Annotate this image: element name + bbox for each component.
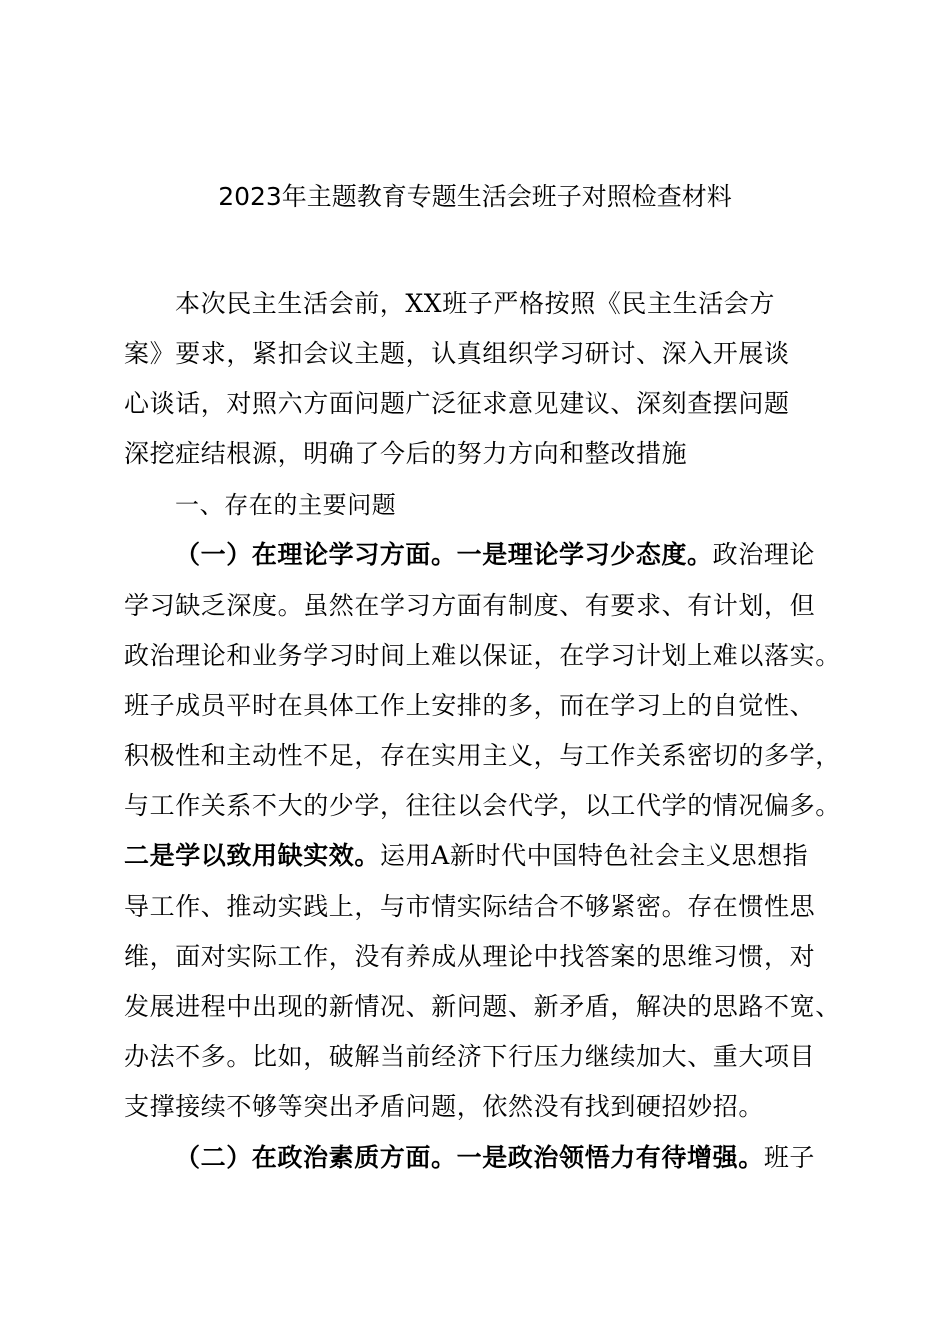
- paragraph-line: 导工作、推动实践上，与市情实际结合不够紧密。存在惯性思: [124, 892, 816, 921]
- subsection-label: （二）在政治素质方面。: [175, 1143, 457, 1172]
- point-label: 一是理论学习少态度。: [456, 540, 713, 569]
- intro-line: 深挖症结根源，明确了今后的努力方向和整改措施: [124, 439, 688, 468]
- line-text: 政治理论: [712, 540, 816, 569]
- line-text: 运用A新时代中国特色社会主义思想指: [380, 841, 809, 870]
- document-title: 2023年主题教育专题生活会班子对照检查材料: [218, 182, 732, 211]
- intro-line: 本次民主生活会前，XX班子严格按照《民主生活会方: [175, 289, 775, 318]
- paragraph-line: 支撑接续不够等突出矛盾问题，依然没有找到硬招妙招。: [124, 1092, 765, 1121]
- line-text: 班子: [763, 1143, 816, 1172]
- section-heading: 一、存在的主要问题: [175, 491, 397, 519]
- subsection-label: （一）在理论学习方面。: [175, 540, 457, 569]
- paragraph-line: [124, 838, 808, 874]
- paragraph-line: 积极性和主动性不足，存在实用主义，与工作关系密切的多学，: [124, 741, 841, 770]
- intro-line: 案》要求，紧扣会议主题，认真组织学习研讨、深入开展谈: [124, 339, 790, 368]
- paragraph-line: 与工作关系不大的少学，往往以会代学，以工代学的情况偏多。: [124, 791, 841, 820]
- paragraph-line: 维，面对实际工作，没有养成从理论中找答案的思维习惯，对: [124, 942, 816, 971]
- paragraph-line: [175, 1140, 815, 1176]
- paragraph-line: [175, 537, 815, 573]
- point-label: 一是政治领悟力有待增强。: [456, 1143, 764, 1172]
- paragraph-line: 政治理论和业务学习时间上难以保证，在学习计划上难以落实。: [124, 641, 841, 670]
- paragraph-line: 学习缺乏深度。虽然在学习方面有制度、有要求、有计划，但: [124, 591, 816, 620]
- paragraph-line: 发展进程中出现的新情况、新问题、新矛盾，解决的思路不宽、: [124, 992, 841, 1021]
- intro-line: 心谈话，对照六方面问题广泛征求意见建议、深刻查摆问题: [124, 389, 790, 418]
- paragraph-line: 办法不多。比如，破解当前经济下行压力继续加大、重大项目: [124, 1042, 816, 1071]
- point-label: 二是学以致用缺实效。: [124, 841, 381, 870]
- paragraph-line: 班子成员平时在具体工作上安排的多，而在学习上的自觉性、: [124, 691, 816, 720]
